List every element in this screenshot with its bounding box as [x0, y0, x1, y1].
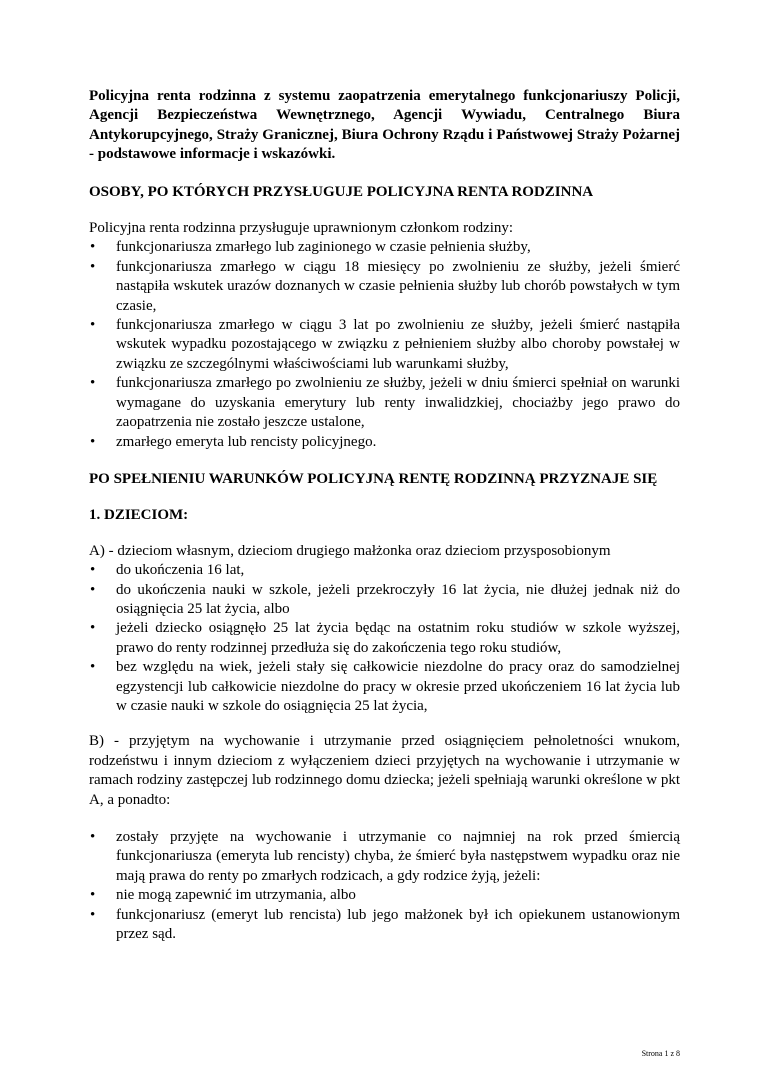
osoby-list [89, 238, 680, 451]
list-item: • do ukończenia nauki w szkole, jeżeli przekroczyły 16 lat życia, nie dłużej jednak niż do osiągnięcia 25 lat życia, albo [89, 581, 680, 620]
list-item: • funkcjonariusza zmarłego lub zaginionego w czasie pełnienia służby, [89, 238, 680, 257]
list-item: • nie mogą zapewnić im utrzymania, albo [89, 886, 680, 905]
list-item: • funkcjonariusza zmarłego w ciągu 3 lat po zwolnieniu ze służby, jeżeli śmierć nastąpiła wskutek wypadku pozostającego w związku z pełnieniem służby albo choroby powstałej w związku ze szczególnymi właściwościami lub warunkami służby, [89, 316, 680, 374]
dzieci-b-list [89, 828, 680, 944]
list-item: • funkcjonariusz (emeryt lub rencista) lub jego małżonek był ich opiekunem ustanowionym przez sąd. [89, 906, 680, 945]
list-item: • do ukończenia 16 lat, [89, 561, 680, 580]
document-title: Policyjna renta rodzinna z systemu zaopatrzenia emerytalnego funkcjonariuszy Policji, Agencji Bezpieczeństwa Wewnętrznego, Agencji Wywiadu, Centralnego Biura Antykorupcyjnego, Straży Granicznej, Biura Ochrony Rządu i Państwowej Straży Pożarnej - podstawowe informacje i wskazówki. [89, 88, 680, 163]
paragraph-b: B) - przyjętym na wychowanie i utrzymanie przed osiągnięciem pełnoletności wnukom, rodzeństwu i innym dzieciom z wyłączeniem dzieci przyjętych na wychowanie i utrzymanie w ramach rodziny zastępczej lub rodzinnego domu dziecka; jeżeli spełniają warunki określone w pkt A, a ponadto: [89, 733, 680, 808]
dzieci-a-list [89, 561, 680, 716]
list-item: • zmarłego emeryta lub rencisty policyjnego. [89, 433, 680, 452]
paragraph-a: A) - dzieciom własnym, dzieciom drugiego małżonka oraz dzieciom przysposobionym [89, 542, 611, 559]
list-item: • jeżeli dziecko osiągnęło 25 lat życia będąc na ostatnim roku studiów w szkole wyższej, prawo do renty rodzinnej przedłuża się do zakończenia tego roku studiów, [89, 619, 680, 658]
list-item: • funkcjonariusza zmarłego po zwolnieniu ze służby, jeżeli w dniu śmierci spełniał on warunki wymagane do uzyskania emerytury lub renty inwalidzkiej, chociażby jego prawo do zaopatrzenia nie zostało jeszcze ustalone, [89, 374, 680, 432]
list-item: • zostały przyjęte na wychowanie i utrzymanie co najmniej na rok przed śmiercią funkcjonariusza (emeryta lub rencisty) chyba, że śmierć była następstwem wypadku oraz nie mają prawa do renty po zmarłych rodzicach, a gdy rodzice żyją, jeżeli: [89, 828, 680, 886]
heading-osoby: OSOBY, PO KTÓRYCH PRZYSŁUGUJE POLICYJNA RENTA RODZINNA [89, 183, 594, 200]
heading-spelnieniu: PO SPEŁNIENIU WARUNKÓW POLICYJNĄ RENTĘ RODZINNĄ PRZYZNAJE SIĘ [89, 470, 658, 487]
intro-paragraph: Policyjna renta rodzinna przysługuje uprawnionym członkom rodziny: [89, 220, 514, 237]
heading-dzieciom: 1. DZIECIOM: [89, 507, 189, 524]
list-item: • funkcjonariusza zmarłego w ciągu 18 miesięcy po zwolnieniu ze służby, jeżeli śmierć nastąpiła wskutek urazów doznanych w czasie pełnienia służby lub chorób powstałych w tym czasie, [89, 258, 680, 316]
list-item: • bez względu na wiek, jeżeli stały się całkowicie niezdolne do pracy oraz do samodzielnej egzystencji lub całkowicie niezdolne do pracy w okresie przed ukończeniem 16 lat życia lub w czasie nauki w szkole do osiągnięcia 25 lat życia, [89, 658, 680, 716]
page-number: Strona 1 z 8 [641, 1049, 680, 1058]
document-page [0, 87, 768, 1081]
